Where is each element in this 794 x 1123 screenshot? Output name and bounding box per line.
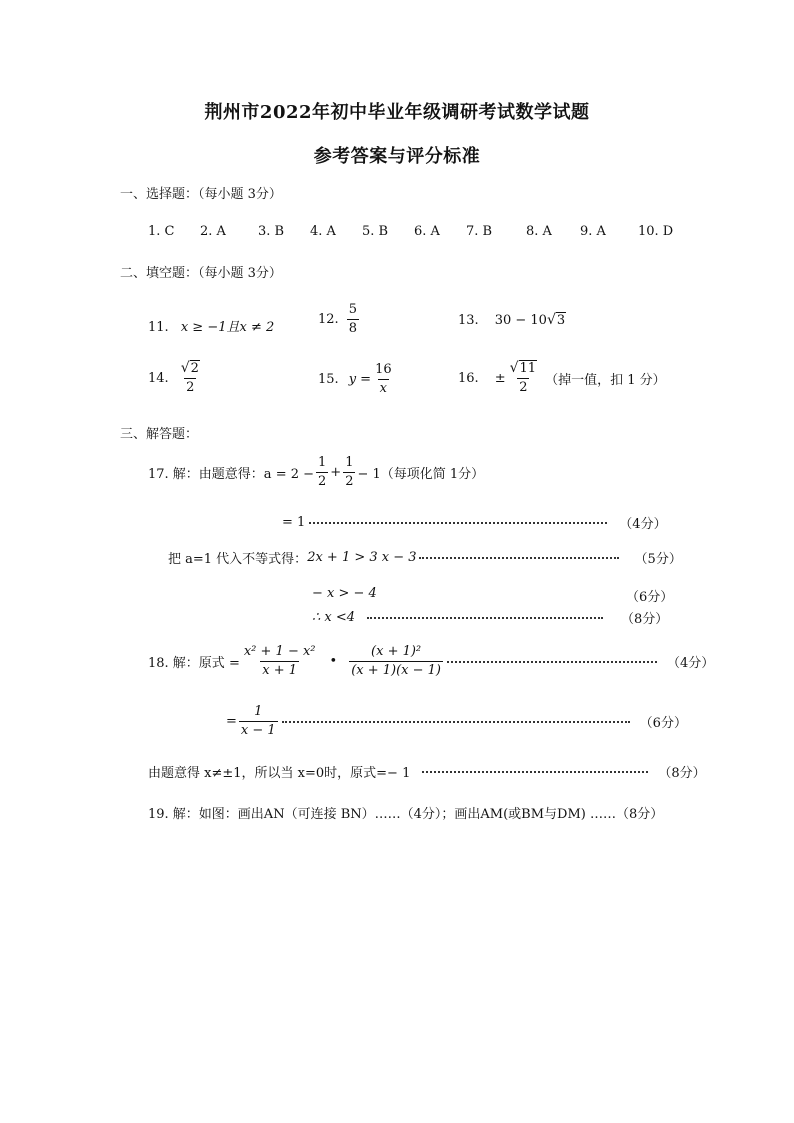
- q17-line3-score: （5分）: [634, 552, 682, 567]
- q18-f2-numerator: (x + 1)²: [371, 644, 422, 659]
- q18-line1: [148, 644, 714, 679]
- mcq-answer: 3. B: [258, 224, 285, 239]
- q18-line2: [226, 704, 687, 739]
- q18-f3-numerator: 1: [254, 704, 263, 719]
- q13-radicand: 3: [556, 313, 566, 328]
- mcq-answer: 4. A: [310, 224, 336, 239]
- mcq-answer: 9. A: [580, 224, 606, 239]
- q18-f1-numerator: x² + 1 − x²: [243, 644, 316, 659]
- q13-sqrt: [547, 312, 566, 328]
- q17-f1-denominator: 2: [318, 474, 327, 489]
- q14-radicand: 2: [190, 361, 199, 376]
- q17-line4-expr: − x > − 4: [312, 586, 377, 601]
- sqrt-sign-icon: √: [180, 360, 190, 376]
- q18-f3-denominator: x − 1: [240, 723, 276, 738]
- q16-note: （掉一值，扣 1 分）: [545, 372, 666, 388]
- sqrt-sign-icon: √: [546, 312, 556, 328]
- q17-line5-expr: ∴ x <4: [312, 610, 356, 625]
- q16-fraction: [508, 360, 539, 396]
- q16-radicand: 11: [519, 361, 537, 376]
- page-title: 荆州市2022年初中毕业年级调研考试数学试题: [204, 102, 590, 123]
- q16-number: 16.: [458, 370, 479, 386]
- q18-fraction-3: [239, 704, 278, 739]
- q17-line2: [282, 513, 667, 532]
- q19-line: 19. 解：如图：画出AN（可连接 BN）……（4分）；画出AM(或BM与DM) ……（8分）: [148, 807, 664, 822]
- q17-line2-score: （4分）: [619, 517, 667, 532]
- q12-answer: [318, 302, 361, 337]
- sqrt-sign-icon: √: [509, 360, 519, 376]
- q15-lhs: y =: [348, 372, 372, 387]
- q12-denominator: 8: [348, 321, 357, 336]
- q17-fraction-2: [343, 455, 355, 490]
- q16-sqrt: [510, 360, 537, 376]
- q17-line3-expr: 2x + 1 > 3 x − 3: [307, 550, 417, 565]
- q17-line4-score: （6分）: [626, 590, 674, 605]
- q18-eq: =: [226, 714, 237, 729]
- q16-numerator: [508, 360, 539, 378]
- q17-f2-denominator: 2: [345, 474, 354, 489]
- q17-line3: [168, 548, 682, 567]
- q12-numerator: 5: [348, 302, 357, 317]
- q18-prefix: 18. 解：原式 =: [148, 656, 240, 671]
- q13-answer: [458, 312, 566, 328]
- q12-fraction: [347, 302, 359, 337]
- q17-f2-numerator: 1: [345, 455, 354, 470]
- mcq-answer: 5. B: [362, 224, 389, 239]
- mcq-answer: 1. C: [148, 224, 175, 239]
- q18-f1-denominator: x + 1: [262, 663, 298, 678]
- q15-answer: [318, 362, 396, 397]
- q17-plus: +: [330, 465, 342, 480]
- q17-line3-prefix: 把 a=1 代入不等式得：: [168, 552, 308, 567]
- mcq-answer: 10. D: [638, 224, 674, 239]
- q16-denominator: 2: [519, 380, 528, 395]
- q11-answer: [148, 316, 274, 335]
- q18-score3: （8分）: [658, 766, 706, 781]
- q17-f1-numerator: 1: [318, 455, 327, 470]
- q17-line1-suffix: − 1（每项化简 1分）: [357, 467, 485, 482]
- q18-fraction-1: [242, 644, 318, 679]
- page-subtitle: 参考答案与评分标准: [313, 146, 481, 167]
- q12-number: 12.: [318, 312, 339, 327]
- q11-number: 11.: [148, 320, 169, 335]
- leader-dots: [447, 661, 657, 663]
- q11-expression: x ≥ −1且x ≠ 2: [180, 320, 275, 335]
- q18-line3-text: 由题意得 x≠±1，所以当 x=0时，原式=− 1: [148, 766, 411, 781]
- q18-dot: •: [329, 654, 338, 669]
- q14-numerator: [179, 360, 202, 378]
- q14-fraction: [179, 360, 202, 396]
- q16-plus-minus: ±: [494, 370, 506, 386]
- q17-line1-prefix: 17. 解：由题意得：a = 2 −: [148, 467, 315, 482]
- q13-prefix: 30 − 10: [494, 312, 547, 328]
- q15-numerator: 16: [375, 362, 392, 377]
- mcq-answer: 7. B: [466, 224, 493, 239]
- q14-answer: [148, 360, 204, 396]
- mcq-answer: 8. A: [526, 224, 552, 239]
- leader-dots: [422, 771, 648, 773]
- q15-number: 15.: [318, 372, 339, 387]
- q17-line2-expr: = 1: [282, 515, 306, 530]
- mcq-answer: 6. A: [414, 224, 440, 239]
- q14-number: 14.: [148, 370, 169, 386]
- q17-line5: [312, 608, 668, 627]
- q17-line5-score: （8分）: [621, 612, 669, 627]
- q18-fraction-2: [349, 644, 443, 679]
- leader-dots: [419, 557, 619, 559]
- q18-line3: [148, 762, 706, 781]
- section2-heading: 二、填空题：（每小题 3分）: [120, 266, 282, 281]
- q14-sqrt: [181, 360, 200, 376]
- q16-answer: [458, 360, 666, 396]
- q18-score1: （4分）: [667, 656, 715, 671]
- q17-line4: [312, 586, 377, 601]
- section3-heading: 三、解答题：: [120, 427, 199, 442]
- section1-heading: 一、选择题：（每小题 3分）: [120, 187, 282, 202]
- q13-number: 13.: [458, 312, 479, 328]
- q17-line1: [148, 455, 484, 490]
- q14-denominator: 2: [186, 380, 195, 395]
- q15-denominator: x: [379, 381, 387, 396]
- leader-dots: [367, 617, 603, 619]
- q18-score2: （6分）: [639, 716, 687, 731]
- leader-dots: [309, 522, 607, 524]
- q15-fraction: [373, 362, 394, 397]
- q18-f2-denominator: (x + 1)(x − 1): [351, 663, 441, 678]
- mcq-answer: 2. A: [200, 224, 226, 239]
- q17-fraction-1: [316, 455, 328, 490]
- leader-dots: [282, 721, 630, 723]
